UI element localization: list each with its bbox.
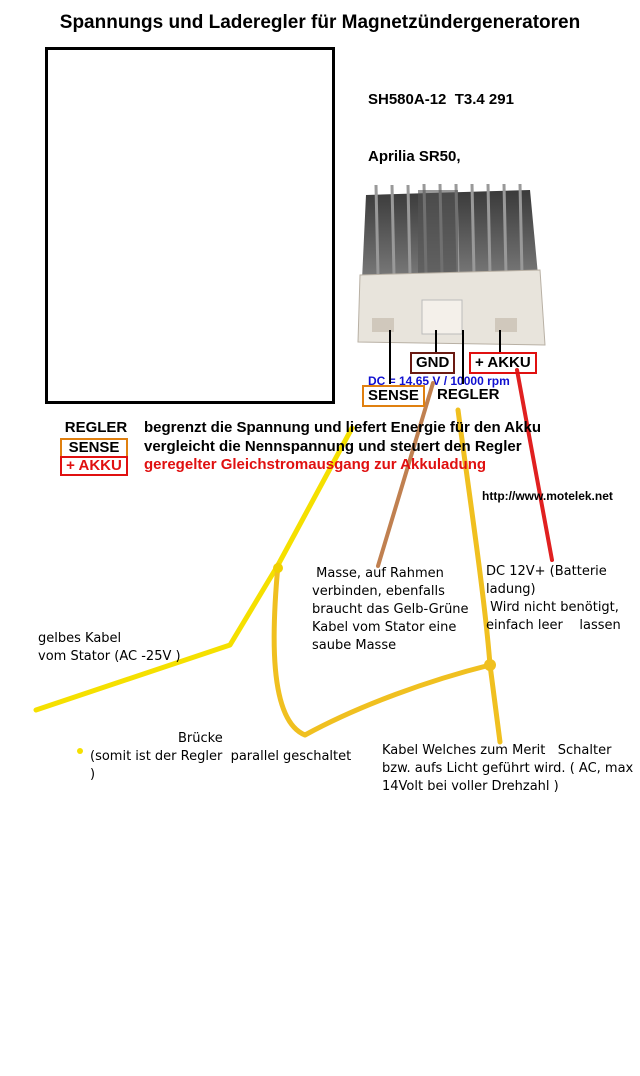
- legend-desc-sense: vergleicht die Nennspannung und steuert den Regler: [144, 438, 522, 455]
- spec-dc: DC = 14,65 V / 10000 rpm: [368, 374, 510, 388]
- website-url: http://www.motelek.net: [482, 489, 613, 503]
- note-bruecke-line: ): [90, 767, 96, 782]
- note-dc: DC 12V+ (Batterie ladung) Wird nicht benötigt, einfach leer lassen: [486, 564, 621, 633]
- legend-key-regler: REGLER: [64, 419, 128, 436]
- gnd-brown-wire: [378, 383, 433, 566]
- note-bruecke-line: Brücke: [178, 731, 223, 746]
- regulator-heatsink: [362, 184, 538, 280]
- page-title: Spannungs und Laderegler für Magnetzündergeneratoren: [59, 12, 581, 33]
- note-stator: gelbes Kabel vom Stator (AC -25V ): [38, 631, 181, 664]
- regulator-connector: [358, 270, 545, 345]
- junction-point: [273, 563, 283, 573]
- legend-key-akku: + AKKU: [60, 456, 128, 476]
- legend-key-sense: SENSE: [60, 438, 128, 458]
- legend-desc-regler: begrenzt die Spannung und liefert Energie für den Akku: [144, 419, 541, 436]
- akku-label: + AKKU: [469, 352, 537, 374]
- model-line-2: Aprilia SR50,: [368, 148, 461, 165]
- note-masse: Masse, auf Rahmen verbinden, ebenfalls braucht das Gelb-Grüne Kabel vom Stator eine saube Masse: [312, 566, 469, 653]
- junction-point: [484, 659, 496, 671]
- note-bruecke-text: [90, 730, 351, 784]
- model-line-1: SH580A-12 T3.4 291: [368, 91, 514, 108]
- note-bruecke: [90, 730, 351, 784]
- sense-label: SENSE: [362, 385, 425, 407]
- regler-label: REGLER: [437, 386, 500, 403]
- akku-red-wire: [517, 370, 552, 560]
- note-bruecke-line: (somit ist der Regler parallel geschaltet: [90, 749, 352, 764]
- note-kabel: Kabel Welches zum Merit Schalter bzw. aufs Licht geführt wird. ( AC, max 14Volt bei voller Drehzahl ): [382, 743, 634, 794]
- gnd-label: GND: [410, 352, 455, 374]
- legend-desc-akku: geregelter Gleichstromausgang zur Akkuladung: [144, 456, 487, 473]
- bridge-dot: [77, 748, 83, 754]
